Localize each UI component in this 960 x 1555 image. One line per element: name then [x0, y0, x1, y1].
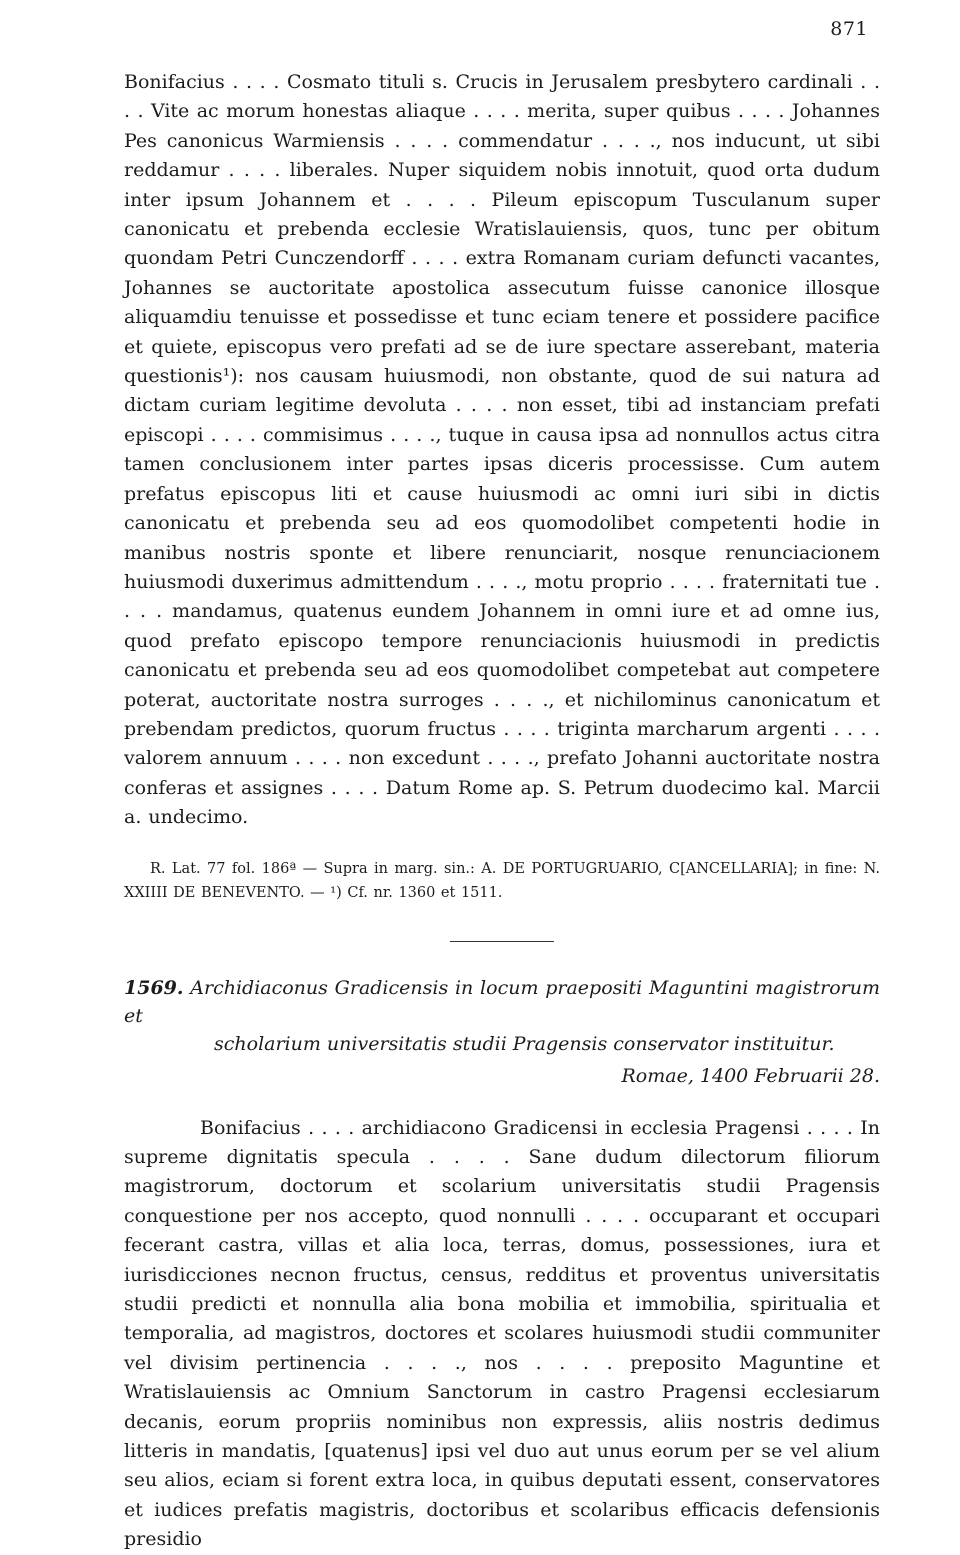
letter-body: Bonifacius . . . . Cosmato tituli s. Crucis in Jerusalem presbytero cardinali . . . . Vite ac morum honestas aliaque . . . . merita, super quibus . . . . Johannes Pes canonicus Warmiensis . . . . commendatur . . . ., nos inducunt, ut sibi reddamur . . . . liberales. Nuper siquidem nobis innotuit, quod orta dudum inter ipsum Johannem et . . . . Pileum episcopum Tusculanum super canonicatu et prebenda ecclesie Wratislauiensis, quos, tunc per obitum quondam Petri Cunczendorff . . . . extra Romanam curiam defuncti vacantes, Johannes se auctoritate apostolica assecutum fuisse canonice illosque aliquamdiu tenuisse et possedisse et tunc eciam tenere et possidere pacifice et quiete, episcopus vero prefati ad se de iure spectare asserebant, materia questionis¹): nos causam huiusmodi, non obstante, quod de sui natura ad dictam curiam legitime devoluta . . . . non esset, tibi ad instanciam prefati episcopi . . . . commisimus . . . ., tuque in causa ipsa ad nonnullos actus citra tamen conclusionem inter partes ipsas diceris processisse. Cum autem prefatus episcopus liti et cause huiusmodi ac omni iuri sibi in dictis canonicatu et prebenda seu ad eos quomodolibet competenti hodie in manibus nostris sponte et libere renunciarit, nosque renunciacionem huiusmodi duxerimus admittendum . . . ., motu proprio . . . . fraternitati tue . . . . mandamus, quatenus eundem Johannem in omni iure et ad omne ius, quod prefato episcopo tempore renunciacionis huiusmodi in predictis canonicatu et prebenda seu ad eos quomodolibet competebat aut competere poterat, auctoritate nostra surroges . . . ., et nichilominus canonicatum et prebendam predictos, quorum fructus . . . . triginta marcharum argenti . . . . valorem annuum . . . . non excedunt . . . ., prefato Johanni auctoritate nostra conferas et assignes . . . . Datum Rome ap. S. Petrum duodecimo kal. Marcii a. undecimo.	[124, 71, 880, 829]
document-number: 1569.	[124, 976, 184, 999]
document-header	[124, 974, 880, 1090]
footnote-text: R. Lat. 77 fol. 186ª — Supra in marg. sin.: A. DE PORTUGRUARIO, C[ANCELLARIA]; in fine: N. XXIIII DE BENEVENTO. — ¹) Cf. nr. 1360 et 1511.	[124, 860, 880, 901]
page-number: 871	[830, 18, 868, 40]
footnote	[124, 857, 880, 905]
document-title-line1: Archidiaconus Gradicensis in locum praepositi Maguntini magistrorum et	[124, 976, 880, 1027]
text-column	[124, 68, 880, 1555]
document-body: Bonifacius . . . . archidiacono Gradicensi in ecclesia Pragensi . . . . In supreme dignitatis specula . . . . Sane dudum dilectorum filiorum magistrorum, doctorum et scolarium universitatis studii Pragensis conquestione per nos accepto, quod nonnulli . . . . occuparant et occupari fecerant castra, villas et alia loca, terras, domus, possessiones, iura et iurisdicciones necnon fructus, census, redditus et proventus universitatis studii predicti et nonnulla alia bona mobilia et immobilia, spiritualia et temporalia, ad magistros, doctores et scolares huiusmodi studii communiter vel divisim pertinencia . . . ., nos . . . . preposito Maguntine et Wratislauiensis ac Omnium Sanctorum in castro Pragensi ecclesiarum decanis, eorum propriis nominibus non expressis, aliis nostris dedimus litteris in mandatis, [quatenus] ipsi vel duo aut unus eorum per se vel alium seu alios, eciam si forent extra loca, in quibus deputati essent, conservatores et iudices prefatis magistris, doctoribus et scolaribus efficacis defensionis presidio	[124, 1116, 880, 1551]
document-date: Romae, 1400 Februarii 28.	[621, 1064, 880, 1087]
document-title	[124, 974, 880, 1030]
section-divider	[450, 941, 554, 942]
document-title-line2: scholarium universitatis studii Pragensis conservator instituitur.	[214, 1032, 835, 1055]
